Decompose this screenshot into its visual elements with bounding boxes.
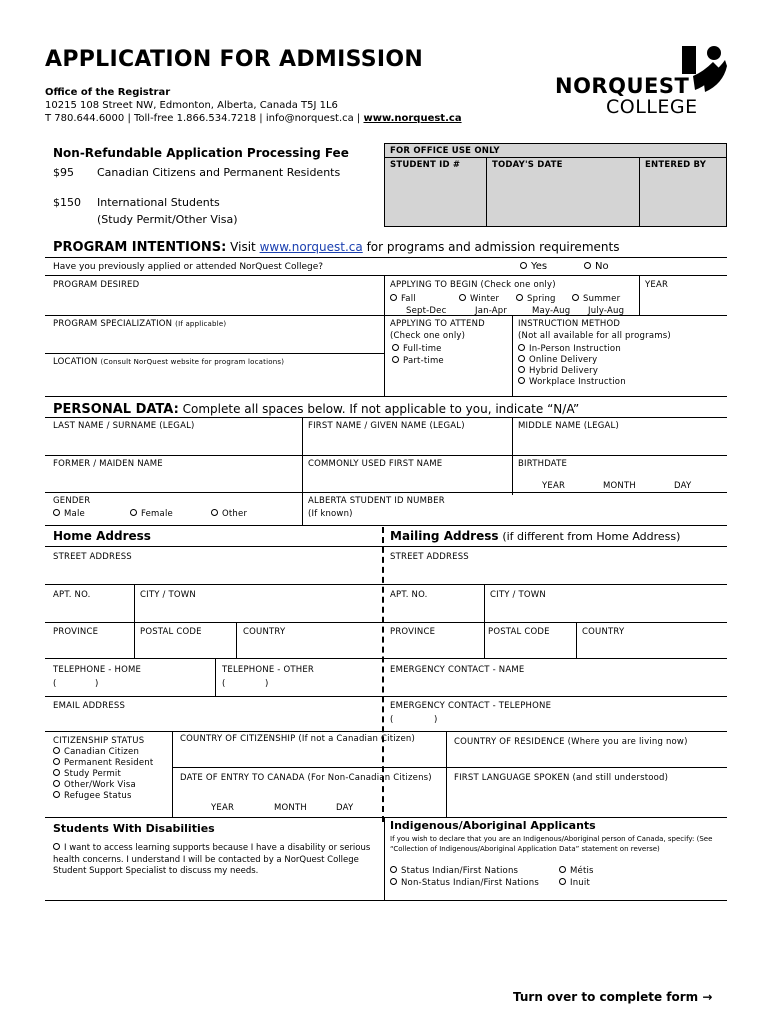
mailing-apt-field[interactable]: APT. NO.	[390, 590, 428, 600]
indigenous-status[interactable]: Status Indian/First Nations	[390, 866, 518, 876]
program-location-field[interactable]: LOCATION (Consult NorQuest website for program locations)	[53, 357, 285, 367]
program-specialization-field[interactable]: PROGRAM SPECIALIZATION (If applicable)	[53, 319, 227, 329]
radio-icon	[559, 878, 566, 885]
tel-home-field[interactable]: TELEPHONE - HOME	[53, 665, 142, 675]
begin-label: APPLYING TO BEGIN (Check one only)	[390, 280, 556, 290]
country-residence-field[interactable]: COUNTRY OF RESIDENCE (Where you are living now)	[454, 737, 688, 747]
birth-day: DAY	[674, 481, 692, 491]
former-name-field[interactable]: FORMER / MAIDEN NAME	[53, 459, 163, 469]
office-student-id: STUDENT ID #	[390, 160, 461, 170]
common-name-field[interactable]: COMMONLY USED FIRST NAME	[308, 459, 443, 469]
disabilities-heading: Students With Disabilities	[53, 822, 215, 835]
previous-question: Have you previously applied or attended NorQuest College?	[53, 262, 324, 272]
radio-icon	[459, 294, 466, 301]
term-summer-months: July-Aug	[588, 306, 625, 316]
tel-other-paren-open: (	[222, 679, 226, 689]
method-label: INSTRUCTION METHOD	[518, 319, 621, 329]
attend-parttime[interactable]: Part-time	[392, 356, 444, 366]
citizenship-refugee[interactable]: Refugee Status	[53, 791, 132, 801]
attend-label: APPLYING TO ATTEND	[390, 319, 485, 329]
citizenship-work[interactable]: Other/Work Visa	[53, 780, 136, 790]
country-citizenship-field[interactable]: COUNTRY OF CITIZENSHIP (If not a Canadian Citizen)	[180, 734, 415, 744]
office-todays-date: TODAY'S DATE	[492, 160, 563, 170]
email-field[interactable]: EMAIL ADDRESS	[53, 701, 126, 711]
radio-icon	[518, 355, 525, 362]
gender-label: GENDER	[53, 496, 91, 506]
personal-heading	[53, 402, 579, 417]
program-link[interactable]: www.norquest.ca	[259, 240, 363, 254]
radio-icon	[516, 294, 523, 301]
method-inperson[interactable]: In-Person Instruction	[518, 344, 621, 354]
middle-name-field[interactable]: MIDDLE NAME (LEGAL)	[518, 421, 619, 431]
radio-icon	[518, 366, 525, 373]
tel-other-paren-close: )	[265, 679, 269, 689]
radio-icon	[584, 262, 591, 269]
entry-day: DAY	[336, 803, 354, 813]
radio-icon	[53, 769, 60, 776]
home-apt-field[interactable]: APT. NO.	[53, 590, 91, 600]
term-winter-months: Jan-Apr	[475, 306, 508, 316]
fee-desc-international: International Students	[97, 196, 220, 209]
birth-year: YEAR	[542, 481, 566, 491]
radio-icon	[572, 294, 579, 301]
personal-instructions: Complete all spaces below. If not applicable to you, indicate “N/A”	[182, 402, 580, 416]
tel-other-field[interactable]: TELEPHONE - OTHER	[222, 665, 315, 675]
radio-icon	[53, 509, 60, 516]
fee-title: Non-Refundable Application Processing Fee	[53, 146, 349, 160]
website-link[interactable]: www.norquest.ca	[363, 113, 462, 124]
mailing-address-heading: Mailing Address (if different from Home Address)	[390, 529, 681, 543]
contact-text: T 780.644.6000 | Toll-free 1.866.534.7218 | info@norquest.ca |	[45, 113, 361, 124]
begin-year-field[interactable]: YEAR	[645, 280, 669, 290]
citizenship-canadian[interactable]: Canadian Citizen	[53, 747, 139, 757]
turn-over-note: Turn over to complete form →	[513, 990, 713, 1004]
last-name-field[interactable]: LAST NAME / SURNAME (LEGAL)	[53, 421, 195, 431]
birth-month: MONTH	[603, 481, 636, 491]
radio-icon	[520, 262, 527, 269]
term-winter[interactable]: Winter	[459, 294, 499, 304]
logo-norquest: NORQUEST	[555, 74, 690, 98]
fee-desc-canadian: Canadian Citizens and Permanent Residents	[97, 166, 341, 179]
first-language-field[interactable]: FIRST LANGUAGE SPOKEN (and still understood)	[454, 773, 669, 783]
emergency-paren-close: )	[434, 715, 438, 725]
radio-icon	[518, 344, 525, 351]
radio-icon	[53, 747, 60, 754]
program-visit: Visit	[230, 240, 256, 254]
citizenship-study[interactable]: Study Permit	[53, 769, 121, 779]
program-heading-title: PROGRAM INTENTIONS:	[53, 240, 227, 255]
home-postal-field[interactable]: POSTAL CODE	[140, 627, 202, 637]
tel-home-paren-close: )	[95, 679, 99, 689]
date-entry-field[interactable]: DATE OF ENTRY TO CANADA (For Non-Canadian Citizens)	[180, 773, 432, 783]
program-heading	[53, 240, 619, 255]
radio-icon	[390, 294, 397, 301]
mailing-city-field[interactable]: CITY / TOWN	[490, 590, 546, 600]
emergency-name-field[interactable]: EMERGENCY CONTACT - NAME	[390, 665, 525, 675]
office-entered-by: ENTERED BY	[645, 160, 707, 170]
gender-male[interactable]: Male	[53, 509, 85, 519]
citizenship-status-label: CITIZENSHIP STATUS	[53, 736, 145, 746]
method-sub: (Not all available for all programs)	[518, 331, 671, 341]
term-spring-months: May-Aug	[532, 306, 571, 316]
radio-icon	[53, 791, 60, 798]
method-hybrid[interactable]: Hybrid Delivery	[518, 366, 598, 376]
radio-icon	[211, 509, 218, 516]
term-fall[interactable]: Fall	[390, 294, 416, 304]
office-use-title: FOR OFFICE USE ONLY	[390, 146, 500, 156]
first-name-field[interactable]: FIRST NAME / GIVEN NAME (LEGAL)	[308, 421, 465, 431]
mailing-country-field[interactable]: COUNTRY	[582, 627, 625, 637]
disabilities-checkbox[interactable]: I want to access learning supports because I have a disability or serious health concerns. I understand I will be contacted by a NorQuest College Student Support Specialist to discuss my needs.	[53, 843, 371, 876]
entry-year: YEAR	[211, 803, 235, 813]
page-title: APPLICATION FOR ADMISSION	[45, 47, 424, 72]
emergency-tel-field[interactable]: EMERGENCY CONTACT - TELEPHONE	[390, 701, 552, 711]
office-contact	[45, 113, 462, 124]
alberta-student-id-sub: (If known)	[308, 509, 353, 519]
radio-icon	[53, 780, 60, 787]
method-online[interactable]: Online Delivery	[518, 355, 597, 365]
program-desired-field[interactable]: PROGRAM DESIRED	[53, 280, 140, 290]
logo-college: COLLEGE	[606, 96, 698, 118]
office-name: Office of the Registrar	[45, 87, 171, 98]
home-province-field[interactable]: PROVINCE	[53, 627, 99, 637]
home-city-field[interactable]: CITY / TOWN	[140, 590, 196, 600]
norquest-logo	[555, 44, 730, 120]
citizenship-permanent[interactable]: Permanent Resident	[53, 758, 153, 768]
radio-icon	[53, 758, 60, 765]
home-street-field[interactable]: STREET ADDRESS	[53, 552, 132, 562]
mailing-province-field[interactable]: PROVINCE	[390, 627, 436, 637]
fee-desc-visa: (Study Permit/Other Visa)	[97, 213, 238, 226]
radio-icon	[53, 843, 60, 850]
indigenous-nonstatus[interactable]: Non-Status Indian/First Nations	[390, 878, 539, 888]
term-fall-months: Sept-Dec	[406, 306, 447, 316]
entry-month: MONTH	[274, 803, 307, 813]
term-spring[interactable]: Spring	[516, 294, 556, 304]
radio-icon	[392, 344, 399, 351]
term-summer[interactable]: Summer	[572, 294, 620, 304]
attend-fulltime[interactable]: Full-time	[392, 344, 442, 354]
fee-amount-95: $95	[53, 166, 74, 179]
birthdate-field[interactable]: BIRTHDATE	[518, 459, 568, 469]
radio-icon	[130, 509, 137, 516]
fee-amount-150: $150	[53, 196, 81, 209]
tel-home-paren-open: (	[53, 679, 57, 689]
arrow-right-icon: →	[702, 990, 713, 1004]
gender-other[interactable]: Other	[211, 509, 247, 519]
home-address-heading: Home Address	[53, 529, 151, 543]
radio-icon	[390, 866, 397, 873]
attend-sub: (Check one only)	[390, 331, 466, 341]
indigenous-metis[interactable]: Métis	[559, 866, 594, 876]
radio-icon	[518, 377, 525, 384]
radio-icon	[559, 866, 566, 873]
alberta-student-id-field[interactable]: ALBERTA STUDENT ID NUMBER	[308, 496, 445, 506]
mailing-postal-field[interactable]: POSTAL CODE	[488, 627, 550, 637]
indigenous-text: If you wish to declare that you are an Indigenous/Aboriginal person of Canada, specify: (See “Collection of Indigenous/Aboriginal Application Data” statement on reverse)	[390, 835, 713, 853]
personal-heading-title: PERSONAL DATA:	[53, 402, 179, 417]
indigenous-inuit[interactable]: Inuit	[559, 878, 590, 888]
indigenous-heading: Indigenous/Aboriginal Applicants	[390, 819, 596, 832]
radio-icon	[390, 878, 397, 885]
program-rest: for programs and admission requirements	[366, 240, 620, 254]
office-address: 10215 108 Street NW, Edmonton, Alberta, Canada T5J 1L6	[45, 100, 338, 111]
mailing-street-field[interactable]: STREET ADDRESS	[390, 552, 469, 562]
previous-yes[interactable]: Yes	[520, 261, 547, 272]
gender-female[interactable]: Female	[130, 509, 173, 519]
emergency-paren-open: (	[390, 715, 394, 725]
previous-no[interactable]: No	[584, 261, 609, 272]
method-workplace[interactable]: Workplace Instruction	[518, 377, 626, 387]
radio-icon	[392, 356, 399, 363]
home-country-field[interactable]: COUNTRY	[243, 627, 286, 637]
